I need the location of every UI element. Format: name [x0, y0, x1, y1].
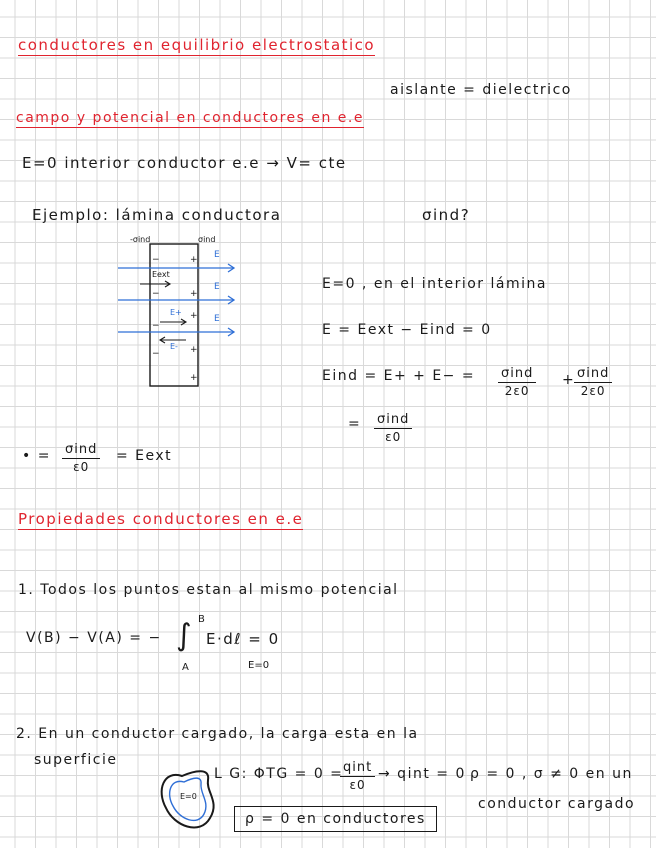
sigma-left-label: -σind [130, 235, 151, 244]
section1-line1: E=0 interior conductor e.e → V= cte [22, 154, 347, 172]
aside-note: aislante = dielectrico [390, 82, 572, 98]
eq-eind-plus: + [562, 372, 576, 388]
eq-eind-frac1-den: 2ε0 [504, 384, 530, 398]
property-1: 1. Todos los puntos estan al mismo potencial [18, 582, 399, 598]
eq-eind-frac2-den: 2ε0 [580, 384, 606, 398]
gauss-lhs: L G: ΦTG = 0 = [214, 766, 344, 782]
potential-eq-note: E=0 [248, 660, 270, 671]
boxed-conclusion: ρ = 0 en conductores [234, 806, 437, 832]
eq-zero-interior: E=0 , en el interior lámina [322, 276, 547, 292]
eq-result-den: ε0 [385, 430, 402, 444]
gauss-frac [340, 760, 375, 792]
eplus-label: E+ [170, 308, 182, 317]
gauss-num: qint [340, 760, 375, 777]
eext-label: Eext [152, 270, 170, 279]
field-e1-label: E [214, 250, 220, 260]
example-label: Ejemplo: lámina conductora [32, 206, 282, 224]
eq-eind-frac1-num: σind [498, 366, 536, 383]
eq-sigma-den: ε0 [73, 460, 90, 474]
integral-upper: B [198, 614, 205, 625]
sigma-right-label: σind [198, 235, 216, 244]
gauss-den: ε0 [349, 778, 366, 792]
svg-text:−: − [152, 255, 160, 265]
eq-sigma-num: σind [62, 442, 100, 459]
example-question: σind? [422, 206, 471, 224]
svg-text:+: + [190, 255, 198, 265]
property-2-line2: superficie [34, 752, 118, 768]
property-2-line1: 2. En un conductor cargado, la carga esta en la [16, 726, 419, 742]
field-e2-label: E [214, 282, 220, 292]
svg-text:+: + [190, 345, 198, 355]
potential-eq-body: E·dℓ = 0 [206, 630, 280, 648]
potential-eq-lhs: V(B) − V(A) = − [26, 630, 162, 646]
blob-label: E=0 [180, 792, 197, 801]
svg-text:+: + [190, 311, 198, 321]
eq-result-num: σind [374, 412, 412, 429]
eq-e-balance: E = Eext − Eind = 0 [322, 322, 492, 338]
eq-eind-frac2-num: σind [574, 366, 612, 383]
svg-text:−: − [152, 349, 160, 359]
eq-eind-lhs: Eind = E+ + E− = [322, 368, 476, 384]
svg-text:−: − [152, 321, 160, 331]
field-e3-label: E [214, 314, 220, 324]
integral-sign: ∫ [176, 618, 192, 653]
eminus-label: E- [170, 342, 178, 351]
svg-text:+: + [190, 289, 198, 299]
result-charged-conductor: conductor cargado [478, 796, 636, 812]
gauss-after: → qint = 0 [378, 766, 466, 782]
eq-sigma-lhs: • = [22, 448, 51, 464]
svg-text:+: + [190, 373, 198, 383]
integral-lower: A [182, 662, 189, 673]
svg-text:−: − [152, 289, 160, 299]
eq-result-eq: = [348, 416, 362, 432]
section2-heading: Propiedades conductores en e.e [18, 510, 304, 528]
page-title: conductores en equilibrio electrostatico [18, 36, 376, 54]
result-rho-sigma: ρ = 0 , σ ≠ 0 en un [470, 766, 633, 782]
section1-heading: campo y potencial en conductores en e.e [16, 110, 364, 126]
eq-sigma-rhs: = Eext [116, 448, 173, 464]
